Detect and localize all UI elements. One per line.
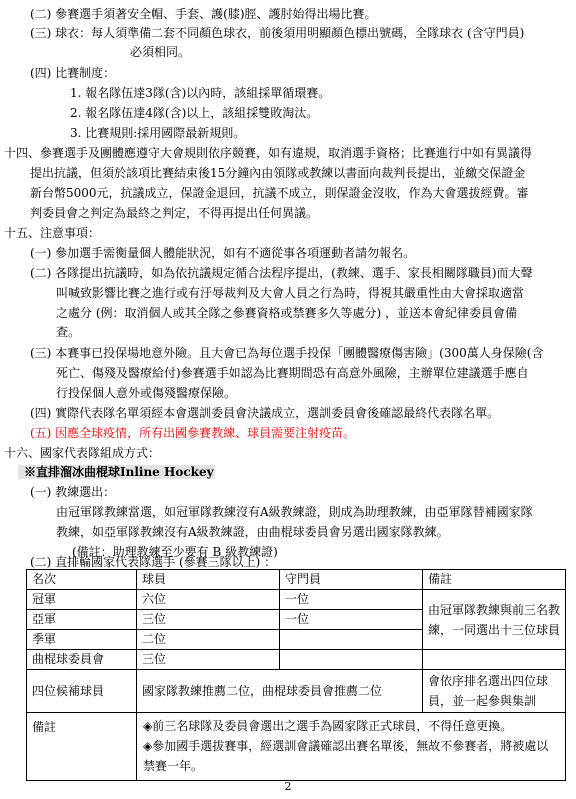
section-15-item-1: (一) 參加選手需衡量個人體能狀況，如有不適從事各項運動者請勿報名。 (30, 246, 416, 260)
header-rank: 名次 (27, 570, 137, 590)
coach-selection-heading: (一) 教練選出： (30, 485, 116, 499)
section-15-item-2-line-4: 查。 (56, 325, 81, 339)
cell-goalie (280, 630, 423, 650)
cell-candidate-players: 國家隊教練推薦二位，曲棍球委員會推薦二位 (137, 670, 423, 713)
cell-candidate-note: 會依序排名選出四位球員，並一起參與集訓 (423, 670, 566, 713)
cell-players: 六位 (137, 590, 280, 610)
section-14-heading: 十四、參賽選手及團體應遵守大會規則依序競賽，如有違規，取消選手資格；比賽進行中如有異議得 (4, 146, 533, 160)
format-rule-3: 3. 比賽規則:採用國際最新規則。 (70, 126, 246, 140)
format-rule-1: 1. 報名隊伍達3隊(含)以內時，該組採單循環賽。 (70, 86, 331, 100)
section-14-line-3: 新台幣5000元，抗議成立，保證金退回，抗議不成立，則保證金沒收，作為大會選拔經費。審 (30, 186, 529, 200)
cell-merged-note: 由冠軍隊教練與前三名教練，一同選出十三位球員 (423, 590, 566, 650)
remark-1: ◈前三名球隊及委員會選出之選手為國家隊正式球員，不得任意更換。 (143, 719, 513, 733)
format-rule-2: 2. 報名隊伍達4隊(含)以上，該組採雙敗淘汰。 (70, 106, 319, 120)
section-14-line-2: 提出抗議，但須於該項比賽結束後15分鐘內由領隊或教練以書面向裁判長提出，並繳交保證金 (30, 166, 526, 180)
cell-note-empty (423, 650, 566, 670)
section-15-item-2-line-2: 叫喊致影響比賽之進行或有汙辱裁判及大會人員之行為時，得視其嚴重性由大會採取適當 (56, 286, 525, 300)
header-goalie: 守門員 (280, 570, 423, 590)
table-row (27, 650, 566, 670)
item-4-format: (四) 比賽制度： (30, 66, 116, 80)
section-15-heading: 十五、注意事項： (4, 226, 101, 240)
section-15-item-5-vaccine: (五) 因應全球疫情，所有出國參賽教練、球員需要注射疫苗。 (30, 426, 356, 440)
header-players: 球員 (137, 570, 280, 590)
table-row (27, 590, 566, 610)
inline-hockey-heading (18, 463, 215, 481)
section-15-item-2: (二) 各隊提出抗議時，如為依抗議規定循合法程序提出，(教練、選手、家長相關隊職員)而大聲 (30, 266, 533, 280)
section-15-item-3-line-3: 行投保個人意外或傷殘醫療保險。 (56, 386, 237, 400)
section-14-line-4: 判委員會之判定為最終之判定，不得再提出任何異議。 (30, 206, 319, 220)
page-number: 2 (284, 780, 292, 793)
cell-rank: 曲棍球委員會 (27, 650, 137, 670)
inline-hockey-label: ※直排溜冰曲棍球Inline Hockey (18, 465, 215, 479)
header-note: 備註 (423, 570, 566, 590)
item-3-jersey: (三) 球衣：每人須準備二套不同顏色球衣，前後須用明顯顏色標出號碼，全隊球衣 (含守門員) (30, 26, 525, 40)
cell-goalie: 一位 (280, 590, 423, 610)
table-row-candidates (27, 670, 566, 713)
cell-players: 三位 (137, 610, 280, 630)
national-team-selection-table (26, 569, 566, 781)
cell-candidate-label: 四位候補球員 (27, 670, 137, 713)
section-15-item-3: (三) 本賽事已投保場地意外險。且大會已為每位選手投保「團體醫療傷害險」(300萬人身保險(含 (30, 346, 544, 360)
cell-remarks (137, 713, 566, 781)
cell-goalie (280, 650, 423, 670)
item-3-jersey-cont: 必須相同。 (130, 45, 191, 59)
cell-rank: 冠軍 (27, 590, 137, 610)
cell-rank: 季軍 (27, 630, 137, 650)
remark-2: ◈參加國手選拔賽事，經選訓會議確認出賽名單後，無故不參賽者，將被處以禁賽一年。 (143, 739, 549, 773)
section-15-item-4: (四) 實際代表隊名單須經本會選訓委員會決議成立，選訓委員會後確認最終代表隊名單。 (30, 406, 500, 420)
cell-rank: 亞軍 (27, 610, 137, 630)
coach-selection-line-2: 教練，如亞軍隊教練沒有A級教練證，由曲棍球委員會另選出國家隊教練。 (56, 525, 449, 539)
item-2-equipment: (二) 參賽選手須著安全帽、手套、護(膝)脛、護肘始得出場比賽。 (30, 7, 377, 21)
coach-selection-line-1: 由冠軍隊教練當選，如冠軍隊教練沒有A級教練證，則成為助理教練，由亞軍隊替補國家隊 (56, 505, 533, 519)
table-row-remarks (27, 713, 566, 781)
cell-players: 二位 (137, 630, 280, 650)
cell-players: 三位 (137, 650, 280, 670)
team-selection-heading: (二) 直排輪國家代表隊選手 (參賽三隊以上) ： (30, 555, 277, 569)
cell-remark-label: 備註 (27, 713, 137, 781)
section-15-item-3-line-2: 死亡、傷殘及醫療給付)參賽選手如認為比賽期間恐有高意外風險，主辦單位建議選手應自 (56, 366, 529, 380)
cell-goalie: 一位 (280, 610, 423, 630)
section-15-item-2-line-3: 之處分 (例：取消個人或其全隊之參賽資格或禁賽多久等處分) ，並送本會紀律委員會備 (56, 306, 517, 320)
coach-selection-remark: (備註：助理教練至少要有 B 級教練證) (72, 545, 278, 559)
section-16-heading: 十六、國家代表隊組成方式： (4, 446, 161, 460)
table-header-row (27, 570, 566, 590)
